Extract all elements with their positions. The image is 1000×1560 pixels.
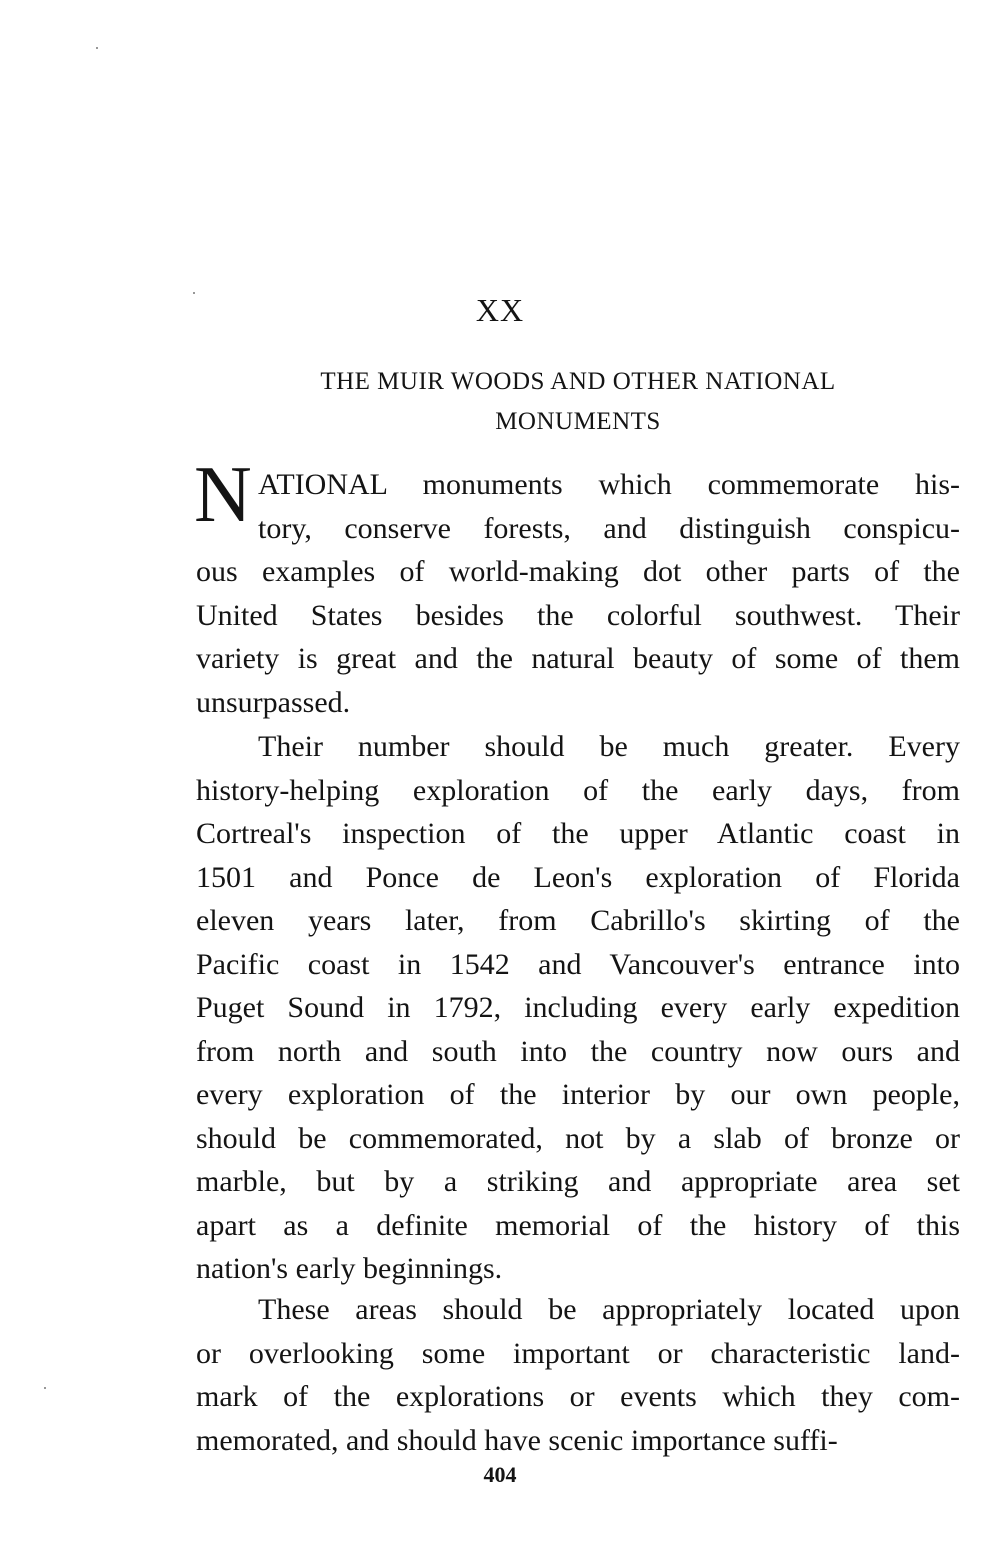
scan-speck bbox=[96, 47, 98, 49]
text-line: memorated, and should have scenic importance suffi- bbox=[196, 1423, 838, 1457]
text-line: 1501 and Ponce de Leon's exploration of Florida bbox=[196, 860, 960, 894]
text-line: every exploration of the interior by our own people, bbox=[196, 1078, 960, 1111]
text-line: Cortreal's inspection of the upper Atlantic coast in bbox=[196, 817, 960, 850]
drop-cap: N bbox=[194, 451, 252, 539]
paragraph-2 bbox=[196, 725, 960, 1291]
text-line: marble, but by a striking and appropriate area set bbox=[196, 1165, 960, 1198]
text-line: nation's early beginnings. bbox=[196, 1252, 503, 1285]
text-line: Their number should be much greater. Every bbox=[258, 730, 960, 763]
chapter-title bbox=[196, 362, 960, 442]
chapter-number: XX bbox=[475, 292, 525, 328]
page-number: 404 bbox=[483, 1462, 517, 1487]
text-line: These areas should be appropriately located upon bbox=[258, 1293, 960, 1326]
text-line: from north and south into the country now ours and bbox=[196, 1034, 960, 1068]
scan-speck bbox=[44, 1387, 46, 1389]
text-line: unsurpassed. bbox=[196, 685, 351, 719]
text-line: Puget Sound in 1792, including every early expedition bbox=[196, 991, 960, 1024]
text-line: or overlooking some important or characteristic land- bbox=[196, 1336, 960, 1370]
text-line: history-helping exploration of the early days, from bbox=[196, 773, 960, 807]
text-line: should be commemorated, not by a slab of bronze or bbox=[196, 1121, 960, 1155]
text-line: variety is great and the natural beauty of some of them bbox=[196, 642, 960, 675]
chapter-title-line: THE MUIR WOODS AND OTHER NATIONAL bbox=[320, 368, 836, 395]
text-line: eleven years later, from Cabrillo's skirting of the bbox=[196, 904, 960, 937]
chapter-title-line: MONUMENTS bbox=[495, 408, 661, 435]
paragraph-3 bbox=[196, 1288, 960, 1462]
text-line: United States besides the colorful southwest. Their bbox=[196, 598, 960, 632]
text-line: apart as a definite memorial of the history of this bbox=[196, 1208, 960, 1242]
text-line: ous examples of world-making dot other parts of the bbox=[196, 555, 960, 588]
paragraph-1 bbox=[196, 463, 960, 724]
text-line: tory, conserve forests, and distinguish conspicu- bbox=[258, 511, 960, 545]
text-line: Pacific coast in 1542 and Vancouver's entrance into bbox=[196, 947, 960, 981]
text-line: mark of the explorations or events which they com- bbox=[196, 1380, 960, 1413]
text-line: ATIONAL monuments which commemorate his- bbox=[258, 468, 960, 501]
